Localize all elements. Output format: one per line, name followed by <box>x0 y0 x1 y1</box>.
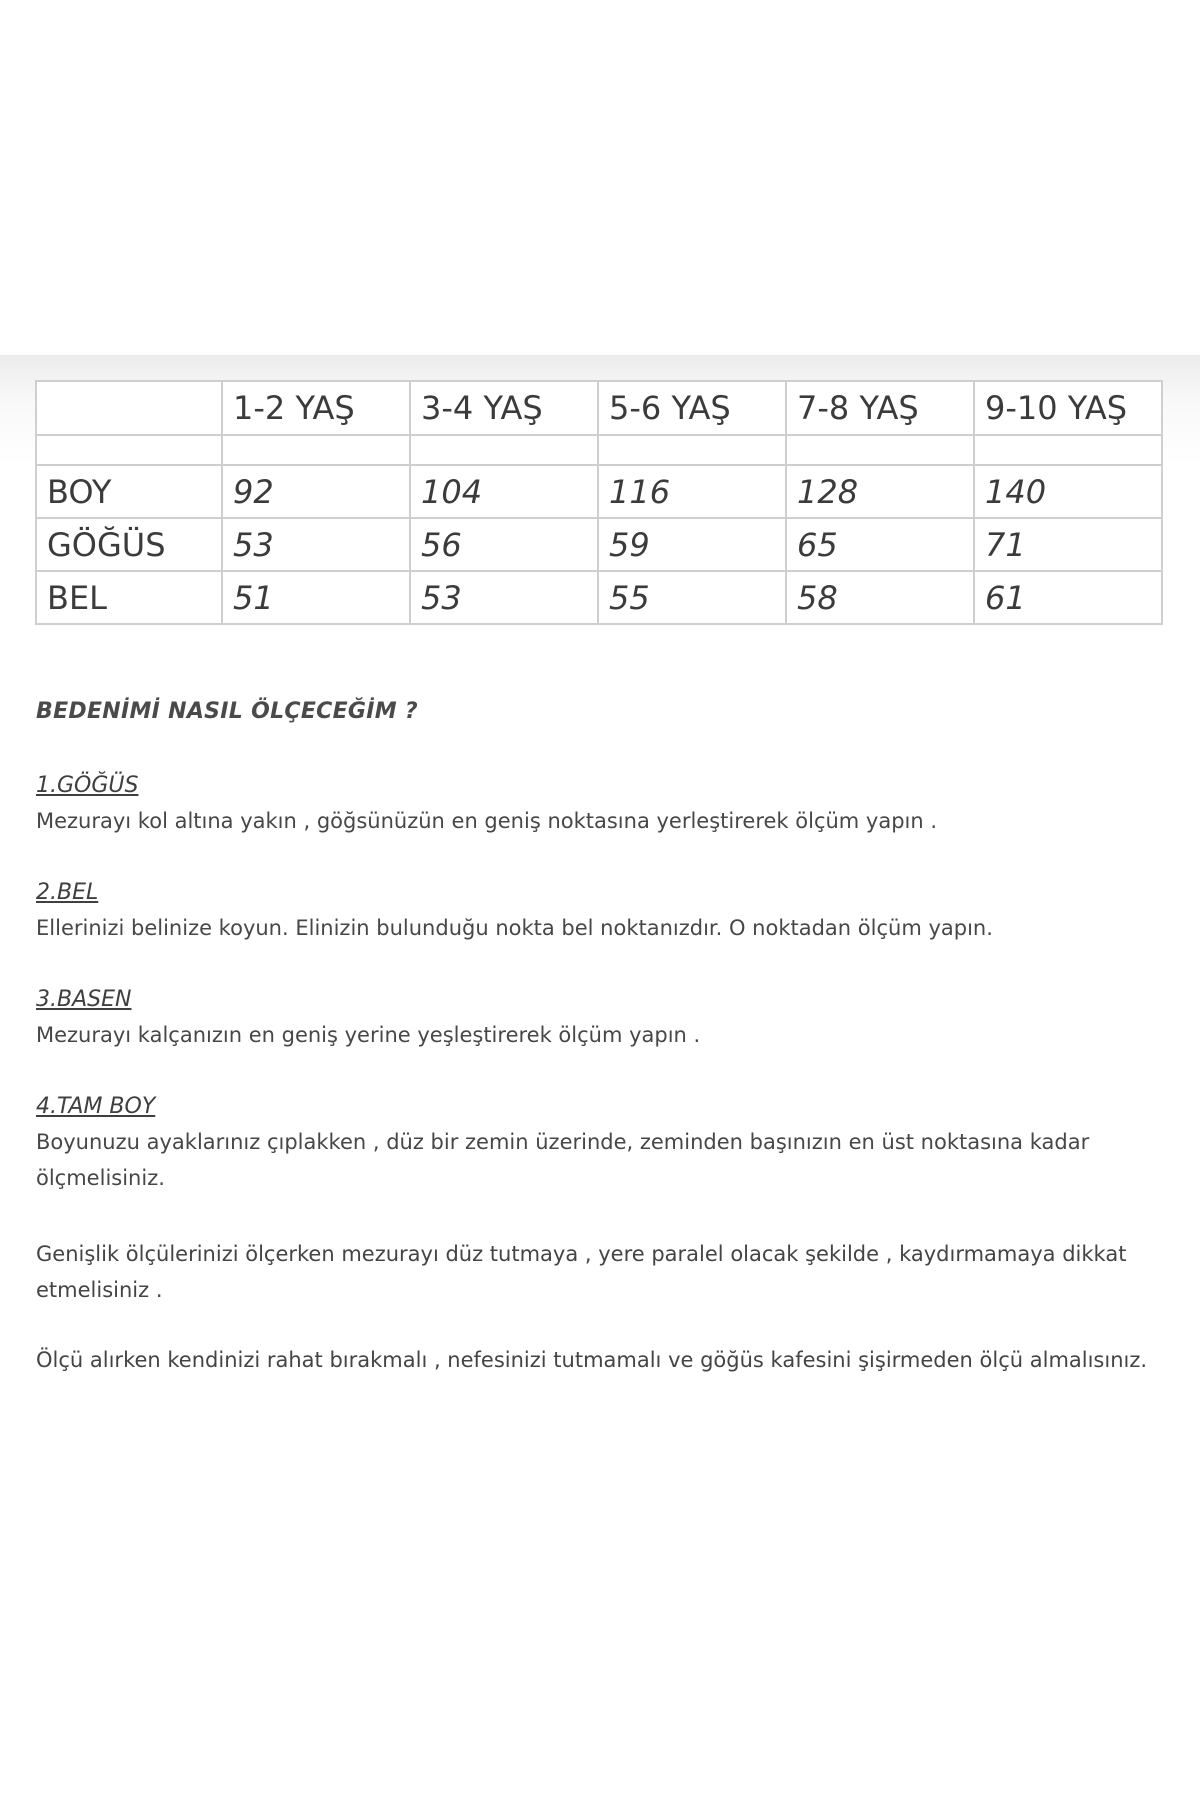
table-cell: 92 <box>222 465 410 518</box>
section-text: Ellerinizi belinize koyun. Elinizin bulunduğu nokta bel noktanızdır. O noktadan ölçüm yapın. <box>36 916 993 940</box>
section-text: Boyunuzu ayaklarınız çıplakken , düz bir zemin üzerinde, zeminden başınızın en üst noktasına kadar ölçmelisiniz. <box>36 1130 1090 1190</box>
row-label: BEL <box>36 571 222 624</box>
table-cell: 58 <box>786 571 974 624</box>
table-cell: 53 <box>410 571 598 624</box>
table-cell: 104 <box>410 465 598 518</box>
row-label: GÖĞÜS <box>36 518 222 571</box>
header-cell-5-6: 5-6 YAŞ <box>598 381 786 435</box>
spacer-cell <box>222 435 410 465</box>
table-cell: 55 <box>598 571 786 624</box>
guide-title: BEDENİMİ NASIL ÖLÇECEĞİM ? <box>36 699 418 724</box>
guide-section-bel <box>36 876 1166 946</box>
header-cell-corner <box>36 381 222 435</box>
table-cell: 51 <box>222 571 410 624</box>
header-cell-9-10: 9-10 YAŞ <box>974 381 1162 435</box>
size-chart-header-row <box>36 381 1162 435</box>
spacer-cell <box>410 435 598 465</box>
spacer-cell <box>974 435 1162 465</box>
spacer-cell <box>598 435 786 465</box>
guide-section-basen <box>36 983 1166 1053</box>
guide-note-width: Genişlik ölçülerinizi ölçerken mezurayı düz tutmaya , yere paralel olacak şekilde , kaydırmamaya dikkat etmelisiniz . <box>36 1242 1127 1302</box>
table-cell: 116 <box>598 465 786 518</box>
spacer-cell <box>786 435 974 465</box>
size-chart-spacer-row <box>36 435 1162 465</box>
table-cell: 61 <box>974 571 1162 624</box>
table-cell: 140 <box>974 465 1162 518</box>
table-cell: 65 <box>786 518 974 571</box>
section-heading: 2.BEL <box>36 880 99 905</box>
guide-section-gogus <box>36 769 1166 839</box>
section-heading: 3.BASEN <box>36 987 132 1012</box>
size-chart-table <box>35 380 1163 625</box>
table-row-boy <box>36 465 1162 518</box>
table-row-gogus <box>36 518 1162 571</box>
table-row-bel <box>36 571 1162 624</box>
guide-note-relax: Ölçü alırken kendinizi rahat bırakmalı , nefesinizi tutmamalı ve göğüs kafesini şişirmeden ölçü almalısınız. <box>36 1348 1148 1372</box>
header-cell-7-8: 7-8 YAŞ <box>786 381 974 435</box>
table-cell: 53 <box>222 518 410 571</box>
table-cell: 56 <box>410 518 598 571</box>
section-heading: 4.TAM BOY <box>36 1094 156 1119</box>
section-text: Mezurayı kalçanızın en geniş yerine yeşleştirerek ölçüm yapın . <box>36 1023 701 1047</box>
section-text: Mezurayı kol altına yakın , göğsünüzün en geniş noktasına yerleştirerek ölçüm yapın . <box>36 809 938 833</box>
table-cell: 59 <box>598 518 786 571</box>
section-heading: 1.GÖĞÜS <box>36 773 139 798</box>
table-cell: 71 <box>974 518 1162 571</box>
table-cell: 128 <box>786 465 974 518</box>
header-cell-1-2: 1-2 YAŞ <box>222 381 410 435</box>
row-label: BOY <box>36 465 222 518</box>
header-cell-3-4: 3-4 YAŞ <box>410 381 598 435</box>
guide-section-tam-boy <box>36 1090 1166 1196</box>
spacer-cell <box>36 435 222 465</box>
